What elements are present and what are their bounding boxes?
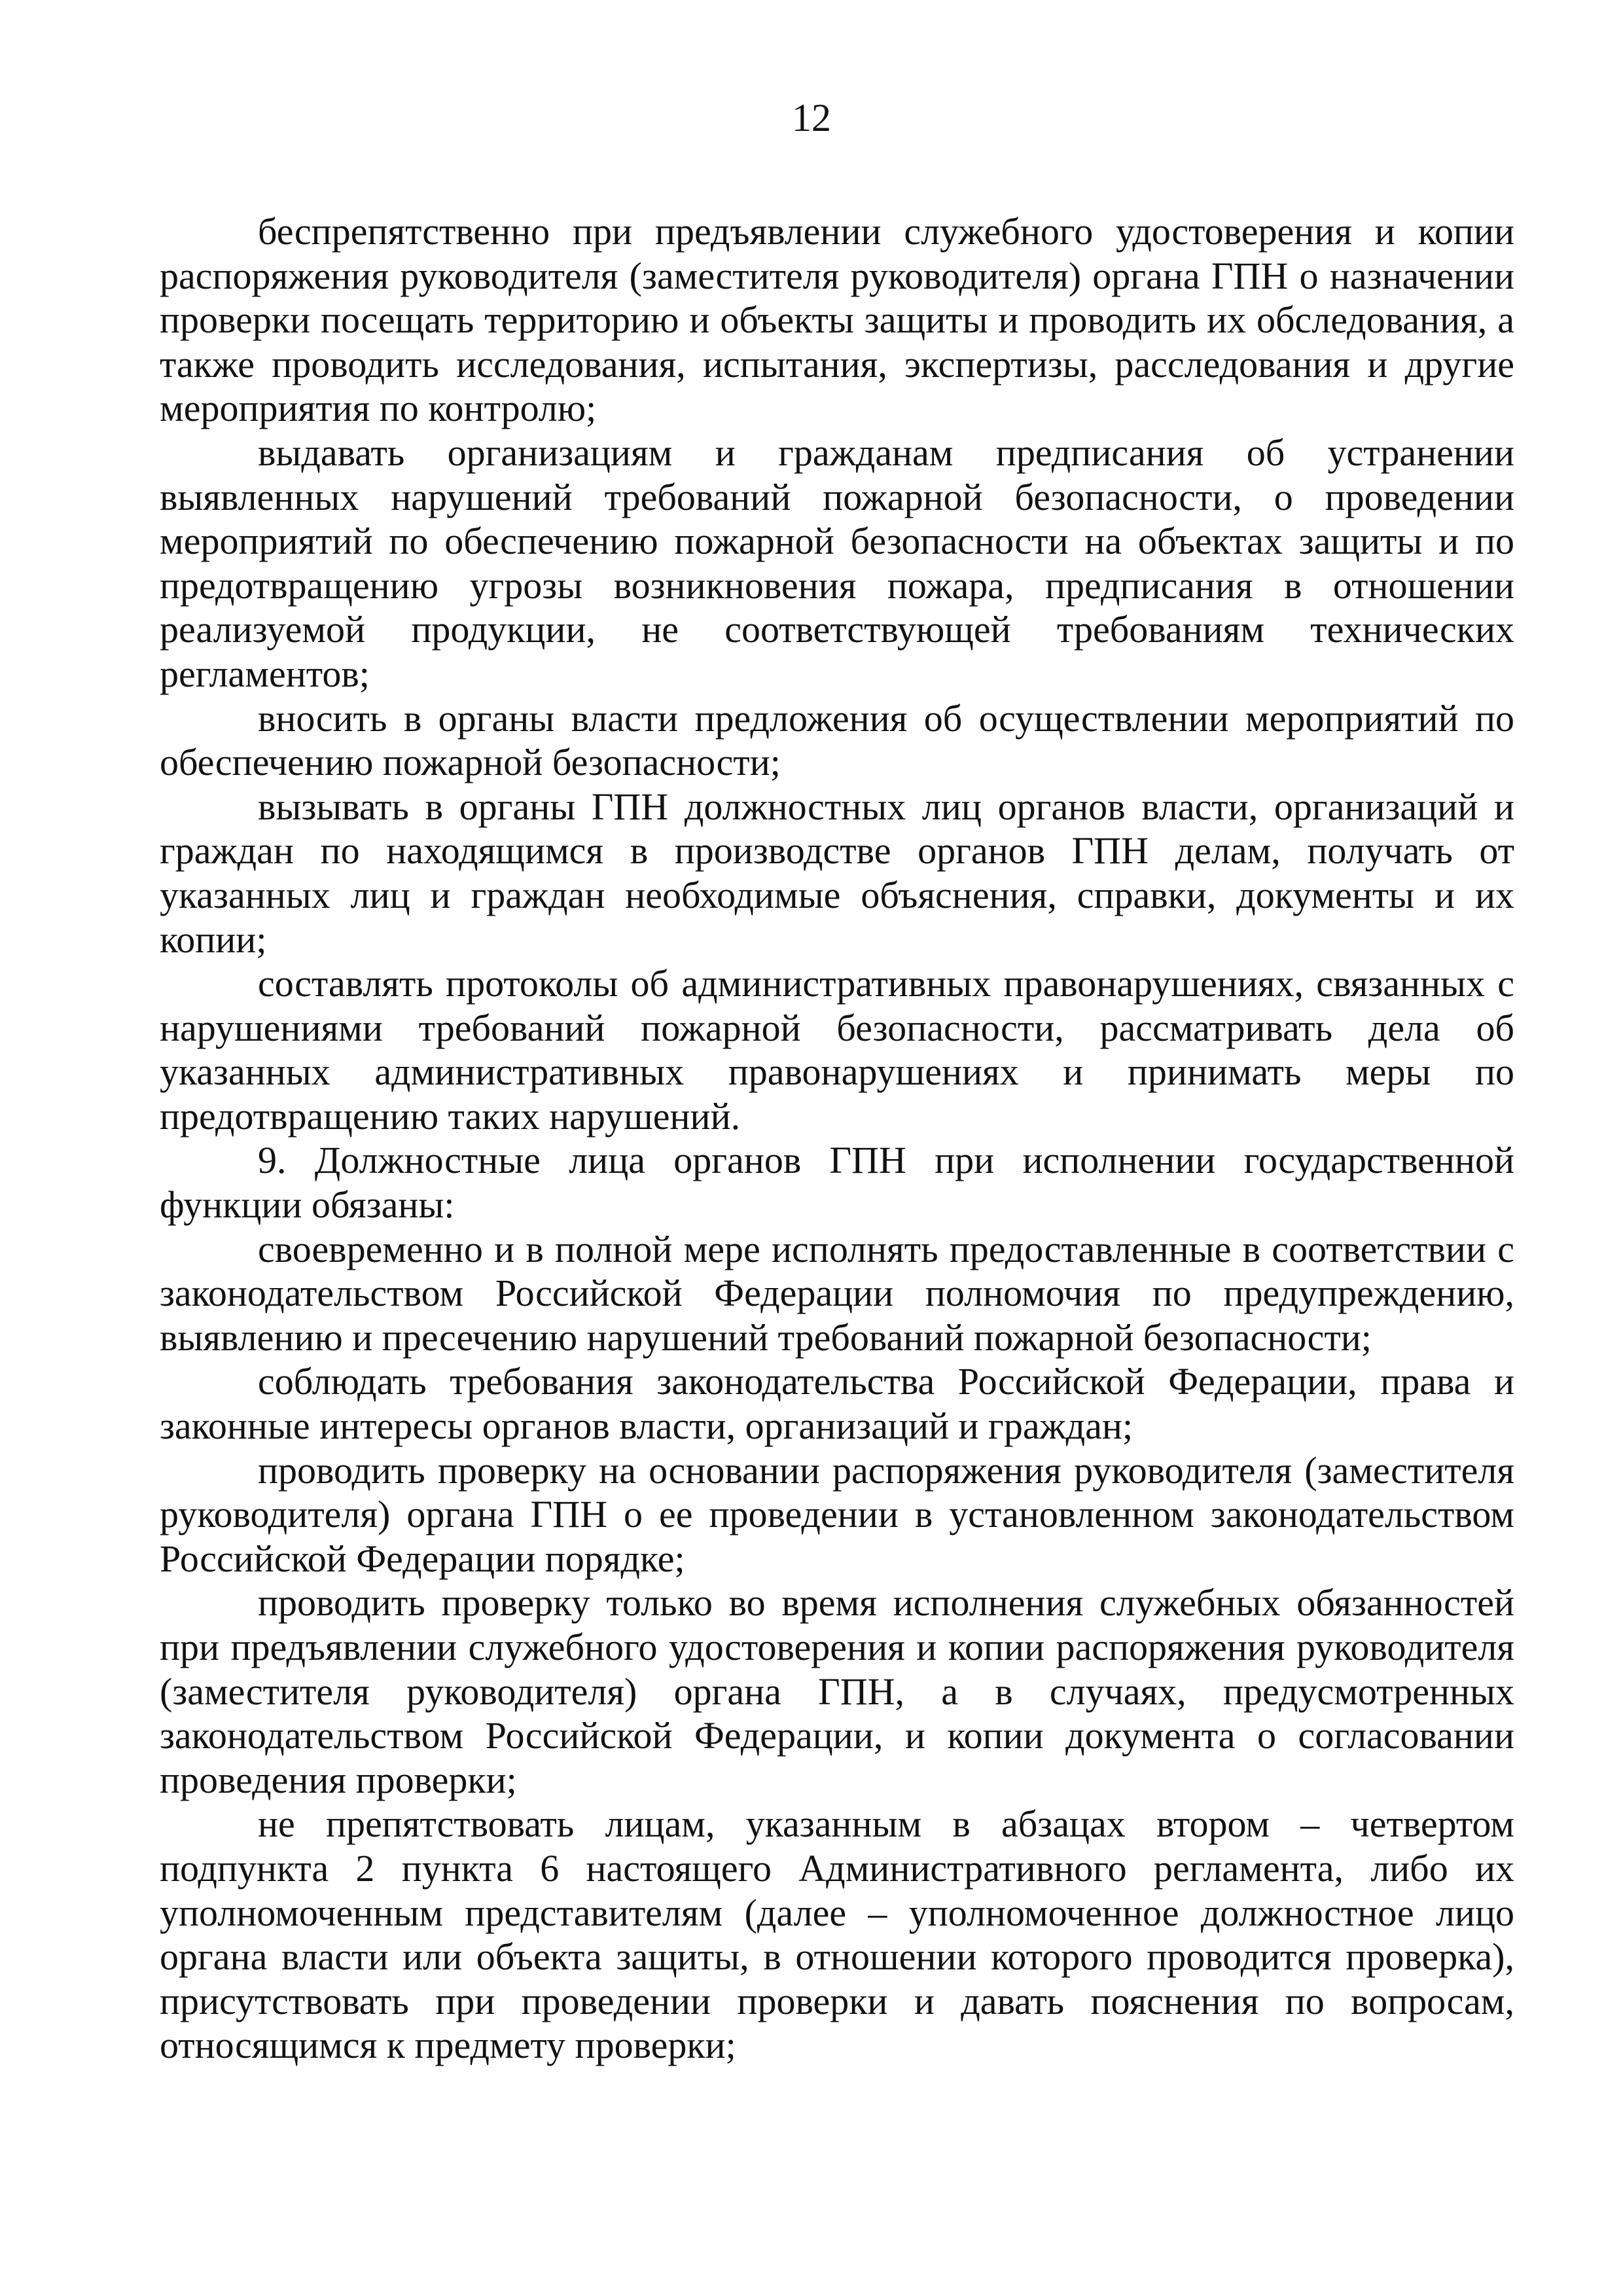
paragraph: беспрепятственно при предъявлении служебного удостоверения и копии распоряжения руководителя (заместителя руководителя) органа ГПН о назначении проверки посещать территорию и объекты защиты и проводить их обследования, а также проводить исследования, испытания, экспертизы, расследования и другие мероприятия по контролю; xyxy=(160,210,1514,430)
paragraph: вносить в органы власти предложения об осуществлении мероприятий по обеспечению пожарной безопасности; xyxy=(160,696,1514,784)
paragraph: выдавать организациям и гражданам предписания об устранении выявленных нарушений требований пожарной безопасности, о проведении мероприятий по обеспечению пожарной безопасности на объектах защиты и по предотвращению угрозы возникновения пожара, предписания в отношении реализуемой продукции, не соответствующей требованиям технических регламентов; xyxy=(160,431,1514,695)
paragraph: своевременно и в полной мере исполнять предоставленные в соответствии с законодательством Российской Федерации полномочия по предупреждению, выявлению и пресечению нарушений требований пожарной безопасности; xyxy=(160,1227,1514,1359)
paragraph: соблюдать требования законодательства Российской Федерации, права и законные интересы органов власти, организаций и граждан; xyxy=(160,1360,1514,1448)
document-body xyxy=(160,209,1514,2068)
paragraph: вызывать в органы ГПН должностных лиц органов власти, организаций и граждан по находящимся в производстве органов ГПН делам, получать от указанных лиц и граждан необходимые объяснения, справки, документы и их копии; xyxy=(160,785,1514,961)
paragraph: 9. Должностные лица органов ГПН при исполнении государственной функции обязаны: xyxy=(160,1139,1514,1227)
paragraph: проводить проверку только во время исполнения служебных обязанностей при предъявлении служебного удостоверения и копии распоряжения руководителя (заместителя руководителя) органа ГПН, а в случаях, предусмотренных законодательством Российской Федерации, и копии документа о согласовании проведения проверки; xyxy=(160,1581,1514,1801)
paragraph: проводить проверку на основании распоряжения руководителя (заместителя руководителя) органа ГПН о ее проведении в установленном законодательством Российской Федерации порядке; xyxy=(160,1448,1514,1580)
paragraph: составлять протоколы об административных правонарушениях, связанных с нарушениями требований пожарной безопасности, рассматривать дела об указанных административных правонарушениях и принимать меры по предотвращению таких нарушений. xyxy=(160,962,1514,1138)
paragraph: не препятствовать лицам, указанным в абзацах втором – четвертом подпункта 2 пункта 6 настоящего Административного регламента, либо их уполномоченным представителям (далее – уполномоченное должностное лицо органа власти или объекта защиты, в отношении которого проводится проверка), присутствовать при проведении проверки и давать пояснения по вопросам, относящимся к предмету проверки; xyxy=(160,1803,1514,2067)
page-number: 12 xyxy=(792,96,831,139)
